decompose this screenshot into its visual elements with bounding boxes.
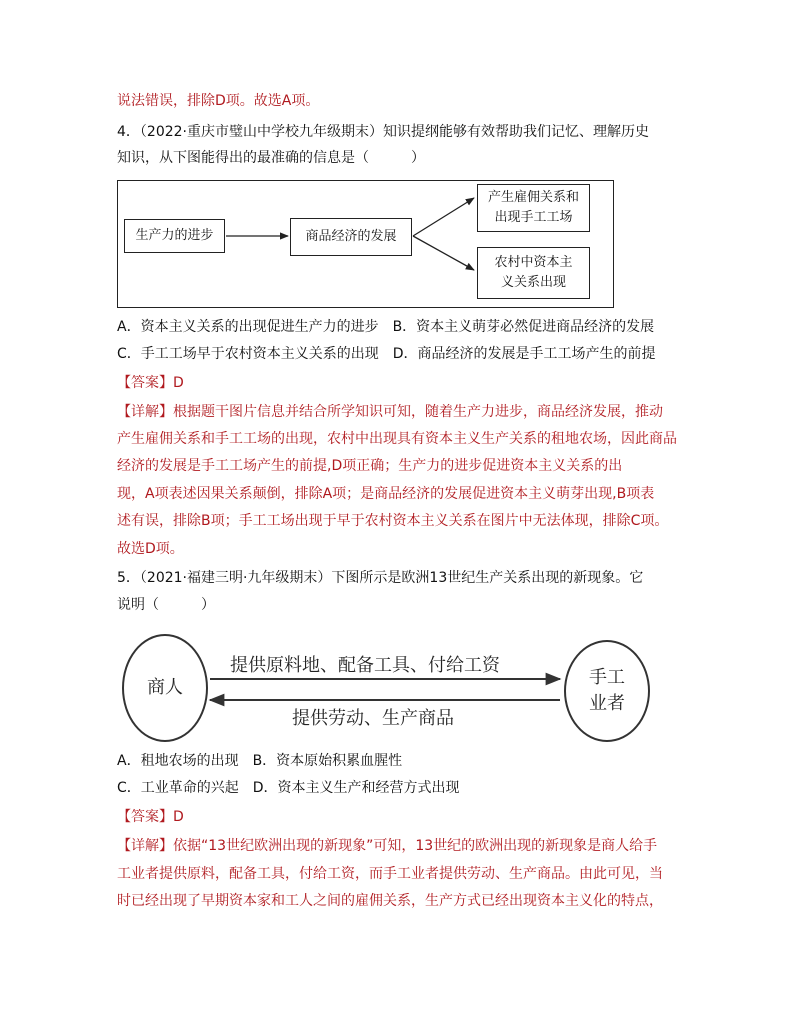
q4-detail-line3: 经济的发展是手工工场产生的前提,D项正确；生产力的进步促进资本主义关系的出 (117, 458, 623, 474)
q5-options-line2: C．工业革命的兴起 D．资本主义生产和经营方式出现 (117, 780, 460, 796)
q5-stem-line1: 5．（2021·福建三明·九年级期末）下图所示是欧洲13世纪生产关系出现的新现象。它 (117, 570, 644, 586)
q4-arrow-2 (413, 198, 474, 236)
q5-bottom-arrow-label: 提供劳动、生产商品 (292, 708, 454, 729)
q4-arrow-3 (413, 236, 474, 270)
q5-detail-line3: 时已经出现了早期资本家和工人之间的雇佣关系，生产方式已经出现资本主义化的特点， (117, 893, 663, 909)
q4-options-line1: A．资本主义关系的出现促进生产力的进步 B．资本主义萌芽必然促进商品经济的发展 (117, 319, 655, 335)
continued-explanation: 说法错误，排除D项。故选A项。 (117, 93, 320, 109)
q5-detail-line1: 【详解】依据“13世纪欧洲出现的新现象”可知，13世纪的欧洲出现的新现象是商人给手 (117, 838, 658, 854)
q4-node-rural-line1: 农村中资本主 (494, 255, 573, 270)
q4-node-rural-line2: 义关系出现 (500, 275, 566, 290)
q5-craftsman-line2: 业者 (589, 693, 625, 714)
q4-stem-line2: 知识，从下图能得出的最准确的信息是（ ） (117, 150, 425, 166)
q5-merchant-circle: 商人 (122, 634, 208, 742)
q4-stem-line1: 4．（2022·重庆市璧山中学校九年级期末）知识提纲能够有效帮助我们记忆、理解历史 (117, 124, 649, 140)
q4-detail-line6: 故选D项。 (117, 541, 184, 557)
q5-craftsman-line1: 手工 (589, 667, 625, 688)
q5-options-line1: A．租地农场的出现 B．资本原始积累血腥性 (117, 753, 403, 769)
q5-top-arrow-label: 提供原料地、配备工具、付给工资 (230, 655, 500, 676)
q4-detail-line1: 【详解】根据题干图片信息并结合所学知识可知，随着生产力进步，商品经济发展，推动 (117, 404, 663, 420)
q4-detail-line2: 产生雇佣关系和手工工场的出现，农村中出现具有资本主义生产关系的租地农场，因此商品 (117, 431, 677, 447)
q5-stem-line2: 说明（ ） (117, 597, 215, 613)
q4-node-commodity-economy: 商品经济的发展 (290, 218, 412, 256)
q5-craftsman-circle (564, 640, 650, 742)
q4-answer: 【答案】D (117, 375, 184, 391)
q4-options-line2: C．手工工场早于农村资本主义关系的出现 D．商品经济的发展是手工工场产生的前提 (117, 346, 656, 362)
q4-node-employment-line2: 出现手工工场 (494, 210, 573, 225)
q4-detail-line4: 现，A项表述因果关系颠倒，排除A项；是商品经济的发展促进资本主义萌芽出现,B项表 (117, 486, 655, 502)
q4-node-productivity: 生产力的进步 (124, 219, 225, 253)
q5-answer: 【答案】D (117, 809, 184, 825)
q4-detail-line5: 述有误，排除B项；手工工场出现于早于农村资本主义关系在图片中无法体现，排除C项。 (117, 513, 669, 529)
q5-detail-line2: 工业者提供原料，配备工具，付给工资，而手工业者提供劳动、生产商品。由此可见，当 (117, 866, 663, 882)
q4-node-employment-line1: 产生雇佣关系和 (487, 190, 579, 205)
